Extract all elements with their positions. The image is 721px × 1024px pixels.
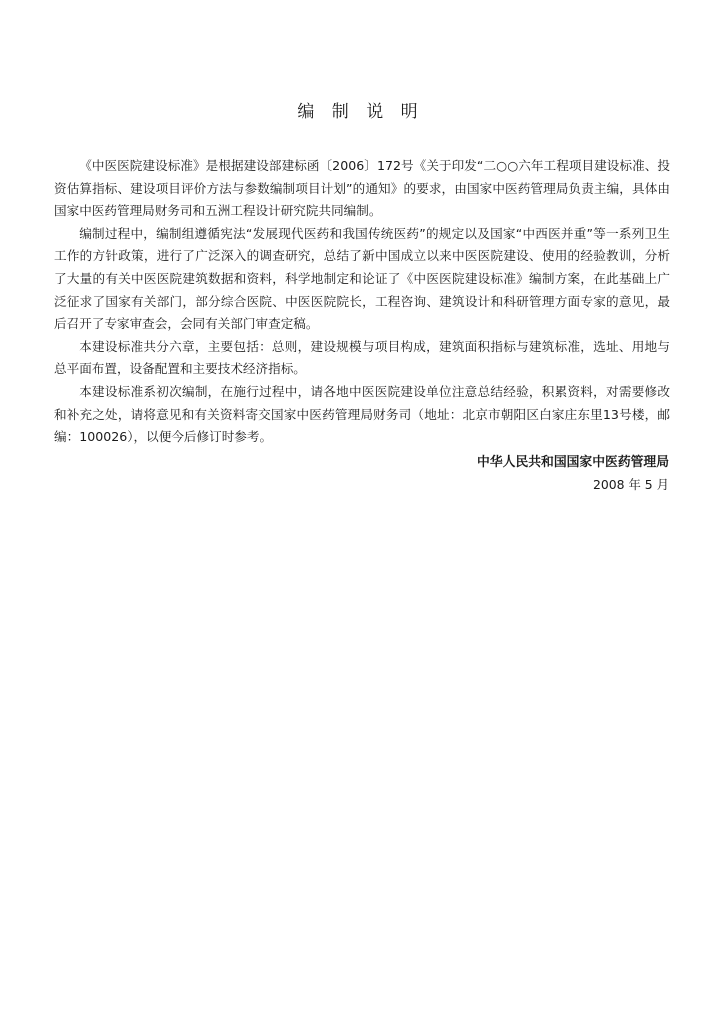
- paragraph-4: 本建设标准系初次编制，在施行过程中，请各地中医医院建设单位注意总结经验，积累资料，对需要修改和补充之处，请将意见和有关资料寄交国家中医药管理局财务司（地址：北京市朝阳区白家庄东里13号楼，邮编：100026），以便今后修订时参考。: [54, 383, 670, 445]
- paragraph-1: 《中医医院建设标准》是根据建设部建标函〔2006〕172号《关于印发“二○○六年工程项目建设标准、投资估算指标、建设项目评价方法与参数编制项目计划”的通知》的要求，由国家中医药管理局负责主编，具体由国家中医药管理局财务司和五洲工程设计研究院共同编制。: [54, 158, 670, 219]
- document-body: [54, 155, 670, 449]
- document-title: 编 制 说 明: [297, 102, 424, 122]
- paragraph-2: 编制过程中，编制组遵循宪法“发展现代医药和我国传统医药”的规定以及国家“中西医并重”等一系列卫生工作的方针政策，进行了广泛深入的调查研究，总结了新中国成立以来中医医院建设、使用的经验教训，分析了大量的有关中医医院建筑数据和资料，科学地制定和论证了《中医医院建设标准》编制方案，在此基础上广泛征求了国家有关部门，部分综合医院、中医医院院长，工程咨询、建筑设计和科研管理方面专家的意见，最后召开了专家审查会，会同有关部门审查定稿。: [54, 225, 670, 332]
- paragraph-3: 本建设标准共分六章，主要包括：总则，建设规模与项目构成，建筑面积指标与建筑标准，选址、用地与总平面布置，设备配置和主要技术经济指标。: [54, 338, 670, 377]
- signature-date: 2008 年 5 月: [592, 477, 669, 492]
- signature-block: [477, 452, 669, 496]
- signature-organization: 中华人民共和国国家中医药管理局: [477, 455, 669, 470]
